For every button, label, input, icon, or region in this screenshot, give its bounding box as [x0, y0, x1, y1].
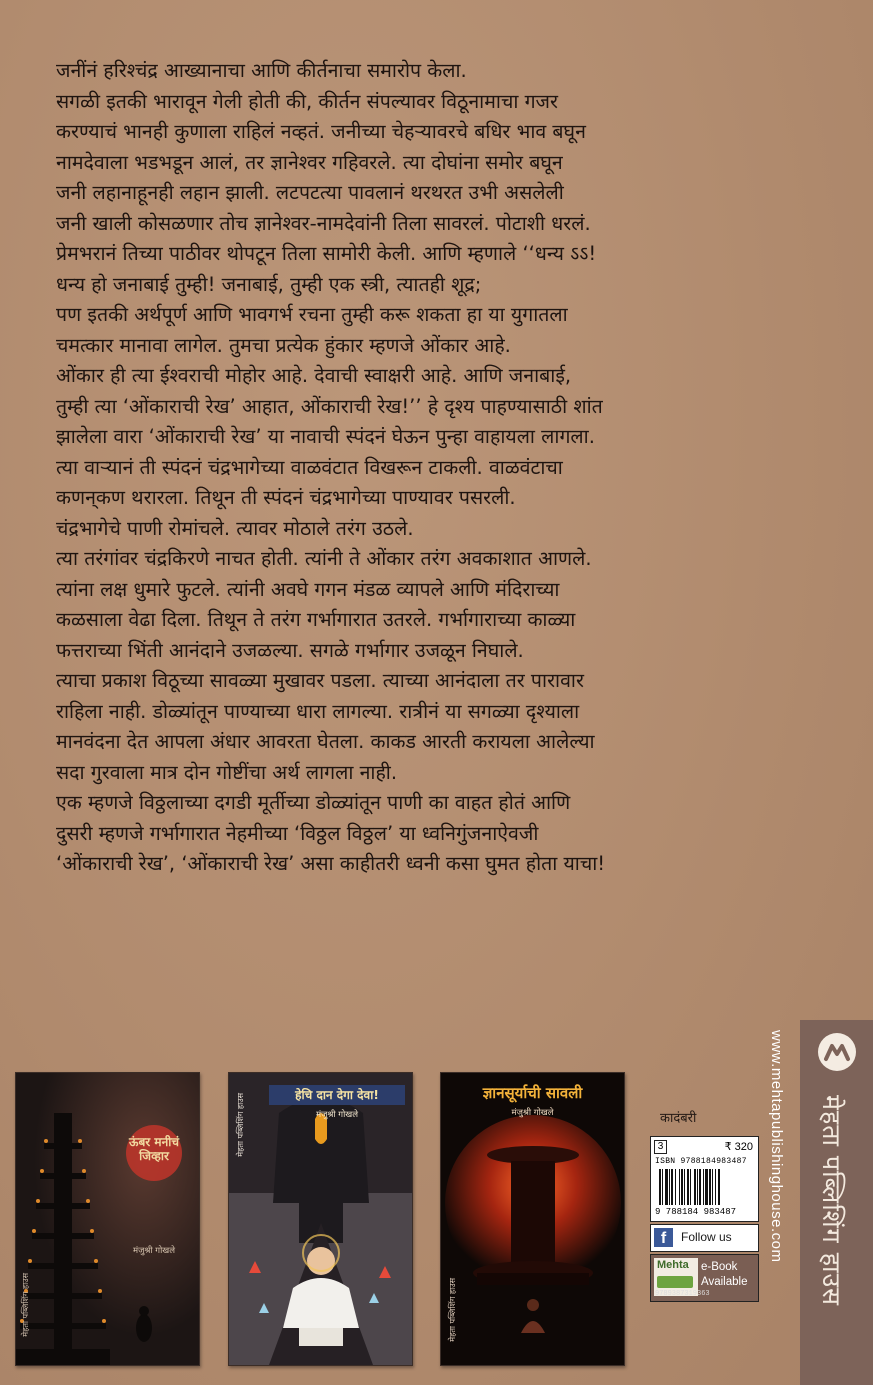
blurb-line: जनी लहानाहूनही लहान झाली. लटपटत्या पावलानं थरथरत उभी असलेली [56, 181, 564, 204]
barcode-box [650, 1136, 759, 1222]
price: ₹ 320 [724, 1141, 753, 1153]
book-thumbnail-1 [15, 1072, 200, 1366]
blurb-line: एक म्हणजे विठ्ठलाच्या दगडी मूर्तीच्या डोळ्यांतून पाणी का वाहत होतं आणि [56, 791, 571, 814]
blurb-line: मानवंदना देत आपला अंधार आवरता घेतला. काकड आरती करायला आलेल्या [56, 730, 595, 753]
blurb-text [56, 56, 776, 880]
blurb-line: त्या वाऱ्यानं ती स्पंदनं चंद्रभागेच्या वाळवंटात विखरून टाकली. वाळवंटाचा [56, 455, 563, 479]
blurb-line: त्या तरंगांवर चंद्रकिरणे नाचत होती. त्यांनी ते ओंकार तरंग अवकाशात आणले. [56, 547, 592, 570]
blurb-line: फत्तराच्या भिंती आनंदाने उजळल्या. सगळे गर्भागार उजळून निघाले. [56, 638, 524, 662]
blurb-line: पण इतकी अर्थपूर्ण आणि भावगर्भ रचना तुम्ही करू शकता हा या युगातला [56, 303, 568, 326]
blurb-line: तुम्ही त्या ‘ओंकाराची रेख’ आहात, ओंकाराची रेख!’’ हे दृश्य पाहण्यासाठी शांत [56, 394, 603, 418]
facebook-icon: f [654, 1228, 673, 1247]
logo-bar-icon [657, 1276, 693, 1288]
isbn-text: ISBN 9788184983487 [655, 1157, 747, 1166]
blurb-line: जनी खाली कोसळणार तोच ज्ञानेश्वर-नामदेवांनी तिला सावरलं. पोटाशी धरलं. [56, 211, 591, 235]
genre-label: कादंबरी [660, 1111, 697, 1126]
blurb-line: त्याचा प्रकाश विठूच्या सावळ्या मुखावर पडला. त्याच्या आनंदाला तर पारावार [56, 669, 584, 692]
blurb-line: ‘ओंकाराची रेख’, ‘ओंकाराची रेख’ असा काहीतरी ध्वनी कसा घुमत होता याचा! [56, 852, 606, 875]
book-3-title: ज्ञानसूर्याची सावली [482, 1084, 583, 1102]
book-thumbnail-3 [440, 1072, 625, 1366]
blurb-line: करण्याचं भानही कुणाला राहिलं नव्हतं. जनीच्या चेहऱ्यावरचे बधिर भाव बघून [56, 120, 586, 143]
blurb-line: दुसरी म्हणजे गर्भागारात नेहमीच्या ‘विठ्ठल विठ्ठल’ या ध्वनिगुंजनाऐवजी [56, 821, 539, 845]
blurb-line: कळसाला वेढा दिला. तिथून ते तरंग गर्भागारात उतरले. गर्भागाराच्या काळ्या [56, 608, 576, 631]
barcode-number: 9 788184 983487 [655, 1207, 737, 1217]
blurb-line: सदा गुरवाला मात्र दोन गोष्टींचा अर्थ लागला नाही. [56, 760, 398, 784]
follow-us-label: Follow us [681, 1230, 732, 1244]
book-thumbnail-2 [228, 1072, 413, 1366]
book-1-author: मंजुश्री गोखले [132, 1246, 175, 1256]
blurb-line: त्यांना लक्ष धुमारे फुटले. त्यांनी अवघे गगन मंडळ व्यापले आणि मंदिराच्या [56, 577, 560, 601]
book-cover-1-art [16, 1073, 199, 1365]
ebook-label: e-Book [701, 1261, 738, 1273]
barcode-bars-icon [659, 1169, 751, 1205]
available-label: Available [701, 1276, 748, 1288]
blurb-line: सगळी इतकी भारावून गेली होती की, कीर्तन संपल्यावर विठूनामाचा गजर [56, 89, 559, 113]
blurb-line: राहिला नाही. डोळ्यांतून पाण्याच्या धारा लागल्या. रात्रीनं या सगळ्या दृश्याला [56, 699, 580, 723]
blurb-line: प्रेमभरानं तिच्या पाठीवर थोपटून तिला सामोरी केली. आणि म्हणाले ‘‘धन्य ऽऽ! [56, 242, 597, 265]
blurb-line: चमत्कार मानावा लागेल. तुमचा प्रत्येक हुंकार म्हणजे ओंकार आहे. [56, 333, 511, 357]
book-1-publisher: मेहता पब्लिशिंग हाउस [21, 1273, 30, 1337]
book-2-publisher: मेहता पब्लिशिंग हाउस [236, 1093, 245, 1157]
ebook-available-badge [650, 1254, 759, 1302]
mehta-logo-text: Mehta [657, 1259, 689, 1271]
ebook-number: 9789387319363 [655, 1290, 710, 1298]
blurb-line: कणन्‌कण थरारला. तिथून ती स्पंदनं चंद्रभागेच्या पाण्यावर पसरली. [56, 486, 516, 509]
publisher-logo-icon [817, 1032, 857, 1072]
book-1-title: ऊंबर मनीचं जिव्हार [129, 1135, 179, 1163]
publisher-website[interactable]: www.mehtapublishinghouse.com [768, 1030, 785, 1263]
blurb-line: ओंकार ही त्या ईश्वराची मोहोर आहे. देवाची स्वाक्षरी आहे. आणि जनाबाई, [56, 364, 572, 387]
book-3-author: मंजुश्री गोखले [511, 1108, 554, 1118]
blurb-line: धन्य हो जनाबाई तुम्ही! जनाबाई, तुम्ही एक स्त्री, त्यातही शूद्र; [56, 272, 482, 296]
book-3-publisher: मेहता पब्लिशिंग हाउस [448, 1278, 457, 1342]
blurb-line: झालेला वारा ‘ओंकाराची रेख’ या नावाची स्पंदनं घेऊन पुन्हा वाहायला लागला. [56, 425, 595, 448]
book-2-author: मंजुश्री गोखले [315, 1110, 358, 1120]
publisher-name: मेहता पब्लिशिंग हाउस [817, 1095, 846, 1307]
category-code: 3 [654, 1140, 667, 1154]
follow-us-badge[interactable] [650, 1224, 759, 1252]
blurb-line: जनींनं हरिश्चंद्र आख्यानाचा आणि कीर्तनाचा समारोप केला. [56, 59, 467, 82]
blurb-line: नामदेवाला भडभडून आलं, तर ज्ञानेश्वर गहिवरले. त्या दोघांना समोर बघून [56, 150, 563, 174]
book-2-title: हेचि दान देगा देवा! [269, 1085, 405, 1105]
blurb-line: चंद्रभागेचे पाणी रोमांचले. त्यावर मोठाले तरंग उठले. [56, 516, 414, 540]
publisher-band [800, 1020, 873, 1385]
